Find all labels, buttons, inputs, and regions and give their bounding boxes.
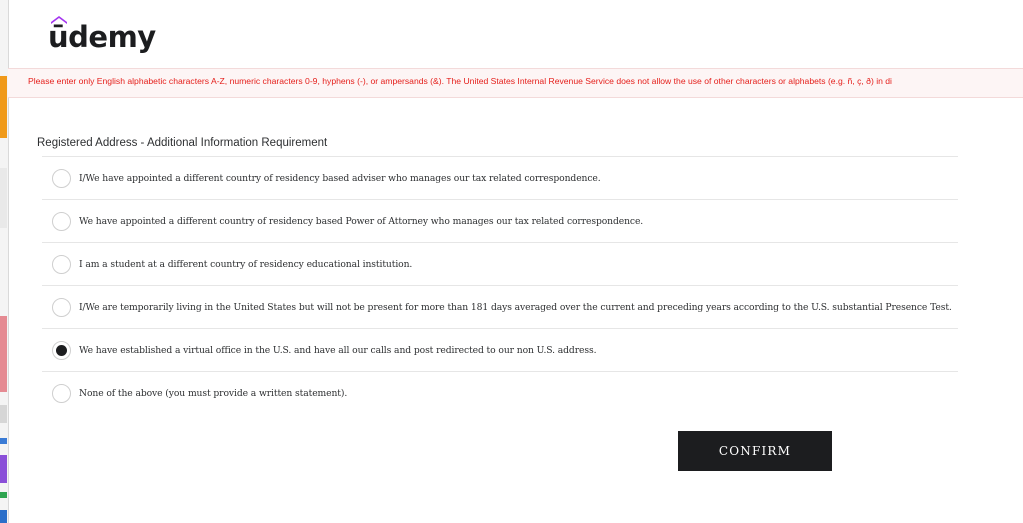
radio-option[interactable] (42, 286, 958, 329)
character-warning-banner (8, 68, 1023, 98)
warning-text: Please enter only English alphabetic characters A-Z, numeric characters 0-9, hyphens (-), or ampersands (&). The United States Internal Revenue Service does not allow the use of other characters or alphabets (e.g. ñ, ç, ð) in di (28, 76, 892, 86)
edge-segment (0, 316, 7, 392)
radio-button[interactable] (52, 298, 71, 317)
options-radio-group (42, 156, 958, 414)
radio-option-label: I am a student at a different country of residency educational institution. (79, 258, 413, 270)
radio-button[interactable] (52, 384, 71, 403)
radio-option-label: None of the above (you must provide a written statement). (79, 387, 348, 399)
edge-segment (0, 438, 7, 444)
radio-option-label: We have established a virtual office in the U.S. and have all our calls and post redirected to our non U.S. address. (79, 344, 597, 356)
radio-button[interactable] (52, 255, 71, 274)
radio-button[interactable] (52, 169, 71, 188)
edge-segment (0, 76, 7, 138)
edge-segment (0, 492, 7, 498)
radio-button[interactable] (52, 212, 71, 231)
udemy-logo (48, 14, 156, 54)
radio-option-label: I/We have appointed a different country of residency based adviser who manages our tax related correspondence. (79, 172, 601, 184)
section-title: Registered Address - Additional Information Requirement (37, 137, 328, 149)
radio-option[interactable] (42, 157, 958, 200)
radio-option[interactable] (42, 200, 958, 243)
radio-option[interactable] (42, 329, 958, 372)
edge-segment (0, 455, 7, 483)
logo-wordmark: ūdemy (48, 20, 156, 54)
graduation-hat-icon (50, 14, 68, 24)
radio-option-label: We have appointed a different country of residency based Power of Attorney who manages our tax related correspondence. (79, 215, 644, 227)
edge-segment (0, 168, 7, 228)
edge-segment (0, 510, 7, 523)
radio-option[interactable] (42, 243, 958, 286)
radio-button-selected[interactable] (52, 341, 71, 360)
radio-option[interactable] (42, 372, 958, 414)
radio-option-label: I/We are temporarily living in the United States but will not be present for more than 181 days averaged over the current and preceding years according to the U.S. substantial Presence Test. (79, 301, 952, 313)
confirm-button[interactable]: CONFIRM (678, 431, 832, 471)
edge-segment (0, 405, 7, 423)
